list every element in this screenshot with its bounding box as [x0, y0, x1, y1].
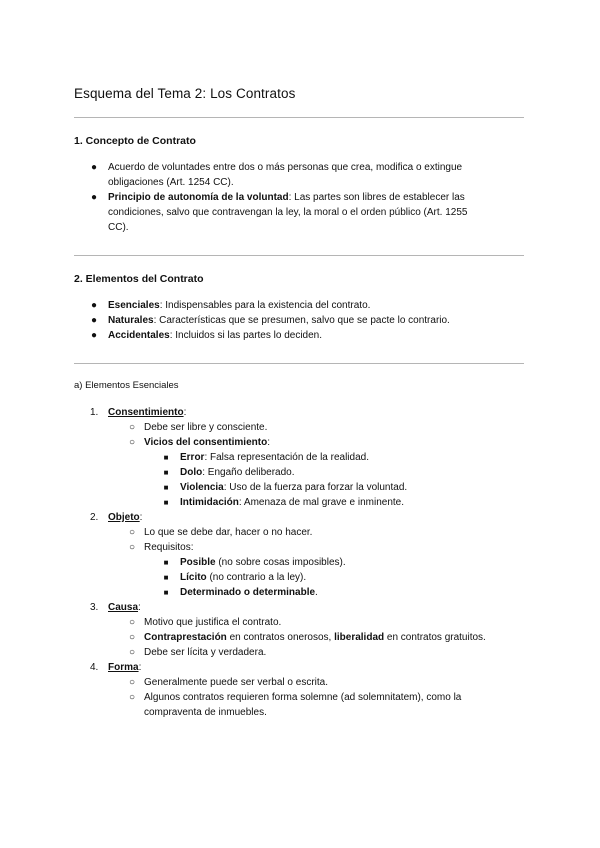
sub-item-continuation: compraventa de inmuebles. [144, 707, 267, 718]
list-item-continuation: CC). [108, 222, 129, 233]
horizontal-rule [74, 255, 524, 256]
item-number: 1. [90, 407, 99, 418]
sub-sub-item: ■ Error: Falsa representación de la realidad. [163, 452, 369, 463]
sub-sub-item: ■ Posible (no sobre cosas imposibles). [163, 557, 346, 568]
bullet-circle-icon: ○ [128, 617, 136, 628]
bullet-circle-icon: ○ [128, 437, 136, 448]
bullet-square-icon: ■ [163, 483, 169, 492]
item-number: 2. [90, 512, 99, 523]
sub-item: ○ Generalmente puede ser verbal o escrita. [128, 677, 328, 688]
section-2-heading: 2. Elementos del Contrato [74, 273, 204, 285]
numbered-item: 1. Consentimiento: [90, 407, 187, 418]
sub-item: ○ Vicios del consentimiento: [128, 437, 270, 448]
numbered-item: 3. Causa: [90, 602, 141, 613]
bullet-square-icon: ■ [163, 468, 169, 477]
bullet-disc-icon: ● [90, 315, 98, 326]
sub-item: ○ Requisitos: [128, 542, 194, 553]
sub-sub-item: ■ Dolo: Engaño deliberado. [163, 467, 295, 478]
numbered-item: 4. Forma: [90, 662, 142, 673]
section-2-list [90, 298, 450, 343]
bullet-disc-icon: ● [90, 330, 98, 341]
list-item: ● Principio de autonomía de la voluntad: Las partes son libres de establecer las [90, 192, 465, 203]
bullet-circle-icon: ○ [128, 542, 136, 553]
list-item-continuation: condiciones, salvo que contravengan la ley, la moral o el orden público (Art. 1255 [108, 207, 468, 218]
bullet-disc-icon: ● [90, 300, 98, 311]
bullet-disc-icon: ● [90, 192, 98, 203]
sub-item: ○ Debe ser libre y consciente. [128, 422, 268, 433]
list-item: ● Naturales: Características que se presumen, salvo que se pacte lo contrario. [90, 315, 450, 326]
horizontal-rule [74, 363, 524, 364]
sub-item: ○ Lo que se debe dar, hacer o no hacer. [128, 527, 313, 538]
bullet-circle-icon: ○ [128, 647, 136, 658]
bullet-square-icon: ■ [163, 453, 169, 462]
bullet-square-icon: ■ [163, 573, 169, 582]
essential-elements-list [90, 405, 486, 720]
section-1-list [90, 160, 467, 235]
section-1-heading: 1. Concepto de Contrato [74, 135, 196, 147]
document-title: Esquema del Tema 2: Los Contratos [74, 86, 296, 101]
list-item: ● Accidentales: Incluidos si las partes lo deciden. [90, 330, 323, 341]
sub-item: ○ Algunos contratos requieren forma solemne (ad solemnitatem), como la [128, 692, 462, 703]
item-number: 3. [90, 602, 99, 613]
list-item: ● Acuerdo de voluntades entre dos o más personas que crea, modifica o extingue [90, 162, 463, 173]
sub-item: ○ Debe ser lícita y verdadera. [128, 647, 267, 658]
bullet-circle-icon: ○ [128, 677, 136, 688]
list-item-continuation: obligaciones (Art. 1254 CC). [108, 177, 234, 188]
bullet-disc-icon: ● [90, 162, 98, 173]
bullet-square-icon: ■ [163, 588, 169, 597]
sub-sub-item: ■ Violencia: Uso de la fuerza para forzar la voluntad. [163, 482, 408, 493]
bullet-circle-icon: ○ [128, 422, 136, 433]
sub-sub-item: ■ Determinado o determinable. [163, 587, 318, 598]
numbered-item: 2. Objeto: [90, 512, 143, 523]
horizontal-rule [74, 117, 524, 118]
sub-sub-item: ■ Intimidación: Amenaza de mal grave e inminente. [163, 497, 404, 508]
sub-sub-item: ■ Lícito (no contrario a la ley). [163, 572, 307, 583]
list-item: ● Esenciales: Indispensables para la existencia del contrato. [90, 300, 371, 311]
sub-item: ○ Contraprestación en contratos onerosos, liberalidad en contratos gratuitos. [128, 632, 486, 643]
bullet-square-icon: ■ [163, 498, 169, 507]
bullet-circle-icon: ○ [128, 692, 136, 703]
item-number: 4. [90, 662, 99, 673]
bullet-square-icon: ■ [163, 558, 169, 567]
subsection-heading: a) Elementos Esenciales [74, 380, 179, 391]
bullet-circle-icon: ○ [128, 527, 136, 538]
bullet-circle-icon: ○ [128, 632, 136, 643]
sub-item: ○ Motivo que justifica el contrato. [128, 617, 282, 628]
